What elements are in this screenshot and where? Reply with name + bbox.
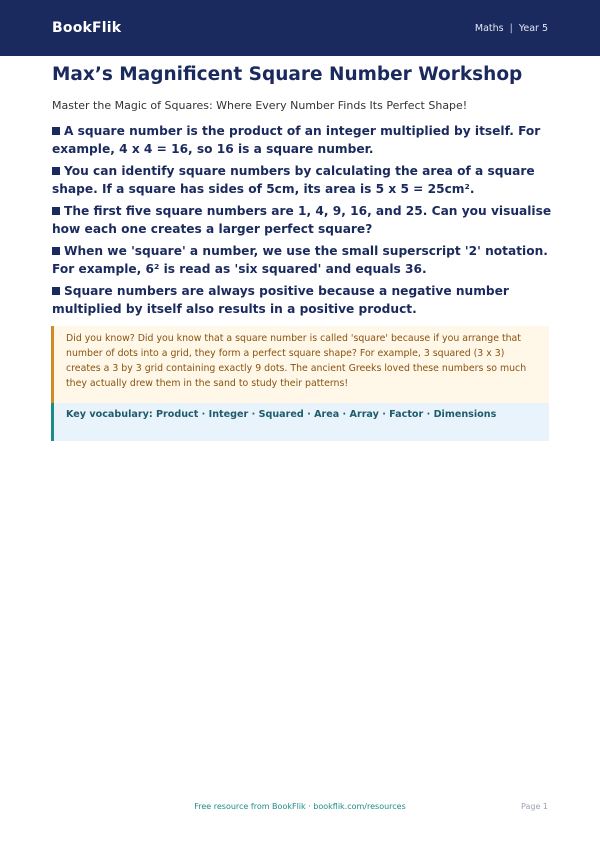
list-item — [52, 122, 552, 158]
point-text: Square numbers are always positive because a negative number multiplied by itself also results in a positive product. — [52, 284, 509, 316]
fact-text: Did you know? Did you know that a square number is called 'square' because if you arrange that number of dots into a grid, they form a perfect square shape? For example, 3 squared (3 x 3) creates a 3 by 3 grid containing exactly 9 dots. The ancient Greeks loved these numbers so much they actually drew them in the sand to study their patterns! — [66, 333, 527, 389]
point-text: You can identify square numbers by calculating the area of a square shape. If a square has sides of 5cm, its area is 5 x 5 = 25cm². — [52, 164, 535, 196]
subject-label: Maths — [474, 22, 504, 34]
page-number: Page 1 — [521, 802, 548, 811]
list-item — [52, 242, 552, 278]
list-item — [52, 282, 552, 318]
square-bullet-icon — [52, 207, 60, 215]
year-label: Year 5 — [518, 22, 548, 34]
square-bullet-icon — [52, 127, 60, 135]
vocabulary-text: Key vocabulary: Product · Integer · Squared · Area · Array · Factor · Dimensions — [66, 409, 497, 420]
page-header — [0, 0, 600, 56]
list-item — [52, 162, 552, 198]
point-text: When we 'square' a number, we use the small superscript '2' notation. For example, 6² is read as 'six squared' and equals 36. — [52, 244, 548, 276]
point-text: The first five square numbers are 1, 4, 9, 16, and 25. Can you visualise how each one creates a larger perfect square? — [52, 204, 552, 236]
point-text: A square number is the product of an integer multiplied by itself. For example, 4 x 4 = 16, so 16 is a square number. — [52, 124, 541, 156]
vocabulary-box — [51, 403, 549, 441]
page-title: Max’s Magnificent Square Number Workshop — [52, 64, 523, 85]
square-bullet-icon — [52, 287, 60, 295]
square-bullet-icon — [52, 247, 60, 255]
meta-separator: | — [509, 22, 513, 34]
footer-link[interactable]: Free resource from BookFlik · bookflik.com/resources — [194, 802, 406, 811]
header-meta — [475, 23, 548, 34]
brand-logo[interactable]: BookFlik — [52, 20, 122, 36]
page-subtitle: Master the Magic of Squares: Where Every Number Finds Its Perfect Shape! — [52, 99, 468, 112]
did-you-know-box — [51, 326, 549, 403]
key-points-list — [52, 122, 552, 322]
list-item — [52, 202, 552, 238]
square-bullet-icon — [52, 167, 60, 175]
footer-credit — [0, 802, 600, 811]
